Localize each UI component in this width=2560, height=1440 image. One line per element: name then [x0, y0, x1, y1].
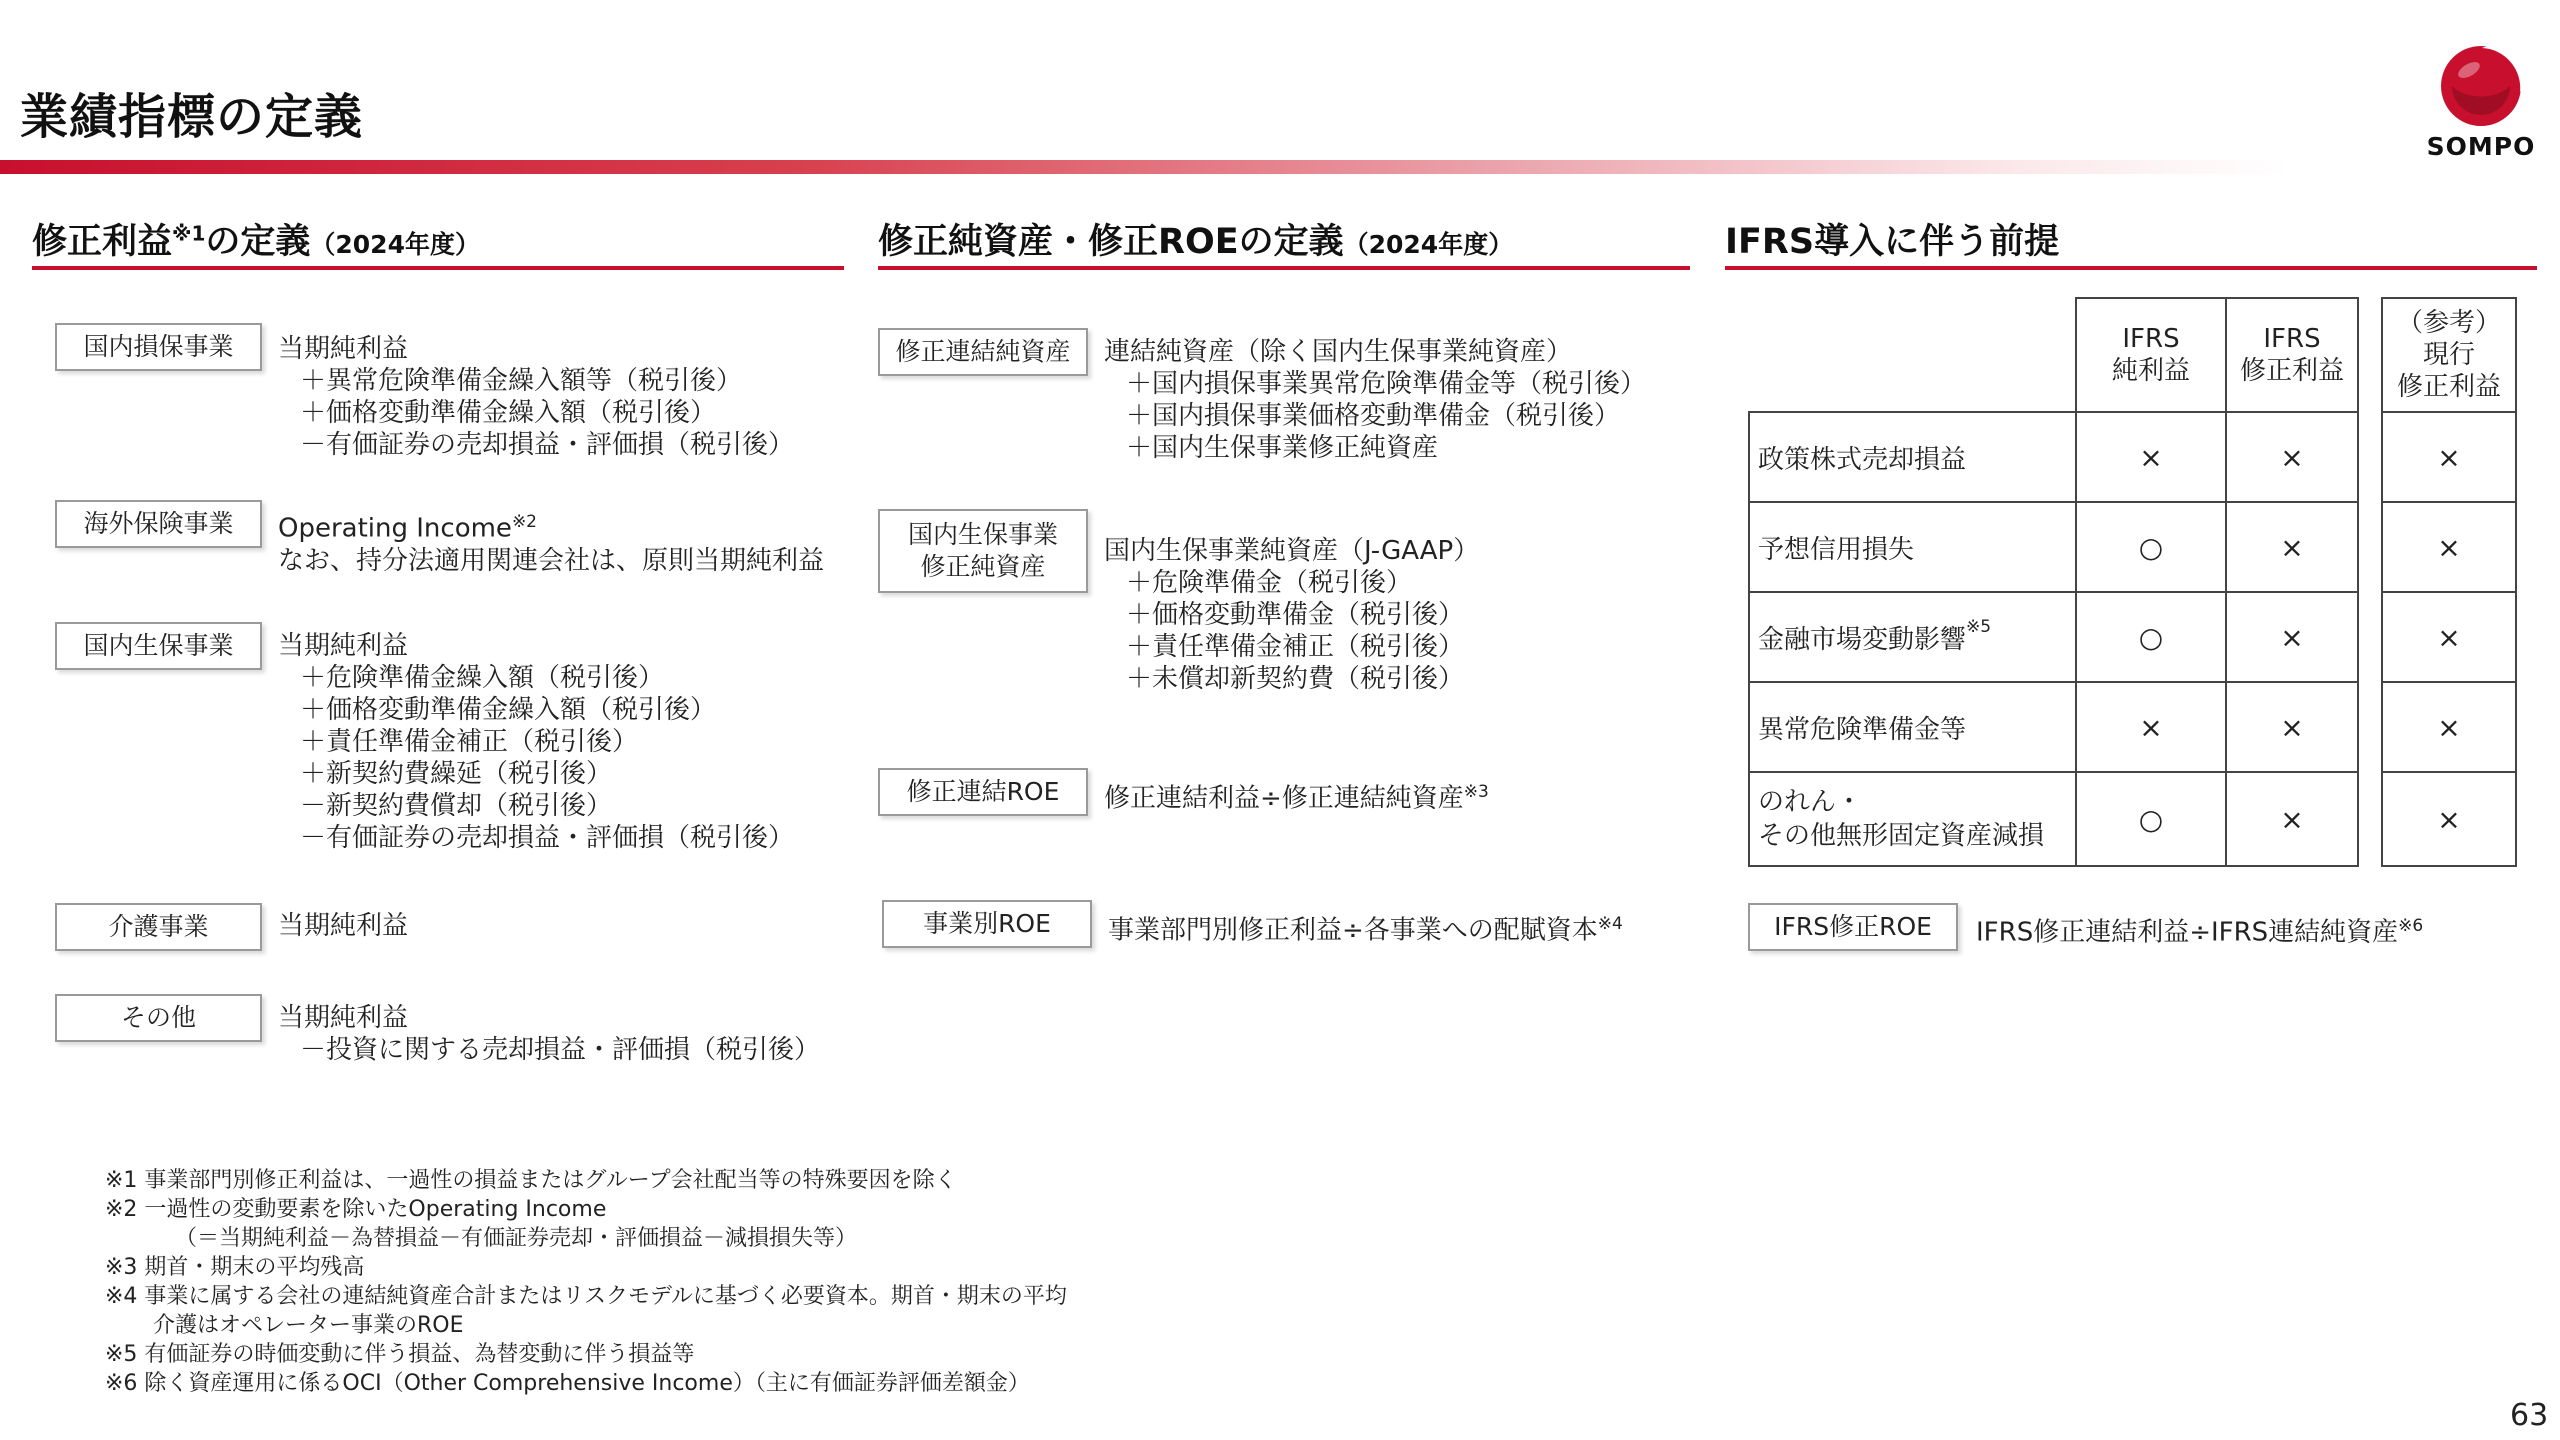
text-line: 当期純利益	[278, 911, 409, 941]
text-line: 事業部門別修正利益÷各事業への配賦資本	[1108, 915, 1598, 946]
label-domestic-life: 国内生保事業	[55, 622, 262, 670]
table-mark: ○	[2075, 771, 2227, 867]
page-title: 業績指標の定義	[20, 89, 364, 145]
label-nursing: 介護事業	[55, 903, 262, 951]
text-line: ＋異常危険準備金繰入額等（税引後）	[300, 366, 743, 396]
footnote: （＝当期純利益－為替損益－有価証券売却・評価損益－減損損失等）	[175, 1226, 858, 1251]
label-domestic-pc: 国内損保事業	[55, 323, 262, 371]
header-red-bar	[0, 160, 2290, 174]
text-line: ＋国内損保事業異常危険準備金等（税引後）	[1126, 369, 1647, 399]
table-mark: ×	[2225, 501, 2359, 593]
table-mark: ×	[2225, 681, 2359, 773]
text-other	[278, 1002, 820, 1066]
text-line: IFRS修正連結利益÷IFRS連結純資産	[1976, 917, 2399, 948]
section1-heading	[32, 214, 480, 264]
row-label-text: 金融市場変動影響	[1758, 624, 1967, 655]
col-header-ifrs-adjusted-profit	[2225, 297, 2359, 413]
text-line: －投資に関する売却損益・評価損（税引後）	[300, 1035, 821, 1065]
row-label: 政策株式売却損益	[1748, 411, 2077, 503]
text-line: ＋責任準備金補正（税引後）	[1126, 632, 1465, 662]
header-line: IFRS	[2263, 324, 2321, 354]
text-line: 国内生保事業純資産（J-GAAP）	[1104, 536, 1480, 566]
text-ifrs-adjusted-roe	[1976, 910, 2423, 949]
footnote-ref: ※6	[2398, 916, 2424, 936]
footnote: ※3 期首・期末の平均残高	[105, 1255, 365, 1280]
header-line: 現行	[2422, 340, 2475, 370]
section2-heading	[878, 214, 1513, 264]
text-line: 修正連結利益÷修正連結純資産	[1104, 783, 1464, 814]
text-adjusted-roe	[1104, 776, 1489, 815]
text-line: －有価証券の売却損益・評価損（税引後）	[300, 430, 795, 460]
row-label: 異常危険準備金等	[1748, 681, 2077, 773]
header-line: 修正利益	[2396, 372, 2501, 402]
text-line: 連結純資産（除く国内生保事業純資産）	[1104, 337, 1573, 367]
text-line: 当期純利益	[278, 631, 409, 661]
table-mark: ×	[2225, 591, 2359, 683]
text-line: なお、持分法適用関連会社は、原則当期純利益	[278, 545, 825, 576]
text-nursing	[278, 910, 408, 942]
footnote-ref: ※3	[1463, 782, 1489, 802]
section2-heading-year: （2024年度）	[1343, 230, 1514, 259]
table-mark: ×	[2381, 411, 2517, 503]
section1-heading-year: （2024年度）	[310, 230, 480, 259]
section3-rule	[1725, 266, 2537, 270]
table-mark: ×	[2381, 681, 2517, 773]
text-life-adjusted-net-assets	[1104, 535, 1479, 695]
footnote: ※2 一過性の変動要素を除いたOperating Income	[105, 1197, 607, 1222]
text-business-roe	[1108, 908, 1623, 947]
text-domestic-life	[278, 630, 794, 854]
footnote: ※5 有価証券の時価変動に伴う損益、為替変動に伴う損益等	[105, 1342, 695, 1367]
text-line: ＋新契約費繰延（税引後）	[300, 759, 613, 789]
row-label-line: その他無形固定資産減損	[1758, 821, 2045, 851]
label-adjusted-net-assets: 修正連結純資産	[878, 328, 1088, 376]
table-mark: ×	[2075, 411, 2227, 503]
text-overseas	[278, 506, 824, 577]
row-label	[1748, 771, 2077, 867]
table-mark: ○	[2075, 501, 2227, 593]
row-label: 予想信用損失	[1748, 501, 2077, 593]
text-line: ＋危険準備金（税引後）	[1126, 568, 1413, 598]
table-mark: ×	[2225, 771, 2359, 867]
section1-rule	[32, 266, 844, 270]
table-mark: ○	[2075, 591, 2227, 683]
text-line: ＋責任準備金補正（税引後）	[300, 727, 639, 757]
section1-heading-text: 修正利益	[32, 222, 173, 262]
table-mark: ×	[2381, 591, 2517, 683]
label-ifrs-adjusted-roe: IFRS修正ROE	[1748, 903, 1958, 951]
footnote-ref: ※5	[1966, 617, 1992, 637]
footnotes	[105, 1166, 1067, 1398]
footnote: ※6 除く資産運用に係るOCI（Other Comprehensive Income）（主に有価証券評価差額金）	[105, 1371, 1030, 1396]
text-line: －有価証券の売却損益・評価損（税引後）	[300, 823, 795, 853]
header-line: （参考）	[2396, 308, 2501, 338]
header-line: 修正利益	[2239, 356, 2344, 386]
text-line: Operating Income	[278, 513, 512, 544]
text-line: －新契約費償却（税引後）	[300, 791, 613, 821]
footnote-ref: ※2	[511, 512, 537, 532]
table-mark: ×	[2225, 411, 2359, 503]
section1-heading-tail: の定義	[205, 222, 311, 262]
header-line: 純利益	[2111, 356, 2190, 386]
text-line: ＋危険準備金繰入額（税引後）	[300, 663, 665, 693]
label-adjusted-roe: 修正連結ROE	[878, 768, 1088, 816]
footnote: ※4 事業に属する会社の連結純資産合計またはリスクモデルに基づく必要資本。期首・期末の平均	[105, 1284, 1067, 1309]
text-line: ＋価格変動準備金繰入額（税引後）	[300, 398, 717, 428]
label-life-adjusted-net-assets	[878, 509, 1088, 593]
col-header-ifrs-net-income	[2075, 297, 2227, 413]
text-line: 当期純利益	[278, 334, 409, 364]
table-mark: ×	[2381, 501, 2517, 593]
text-line: ＋価格変動準備金（税引後）	[1126, 600, 1465, 630]
label-line: 修正純資産	[920, 552, 1046, 581]
table-mark: ×	[2381, 771, 2517, 867]
label-overseas: 海外保険事業	[55, 500, 262, 548]
text-domestic-pc	[278, 333, 794, 461]
text-line: 当期純利益	[278, 1003, 409, 1033]
header-line: IFRS	[2122, 324, 2180, 354]
page-number: 63	[2510, 1398, 2549, 1433]
footnote-ref: ※4	[1597, 914, 1623, 934]
label-other: その他	[55, 994, 262, 1042]
logo-text: SOMPO	[2426, 132, 2536, 161]
section1-heading-sup: ※1	[172, 221, 206, 246]
text-line: ＋未償却新契約費（税引後）	[1126, 664, 1465, 694]
text-line: ＋国内損保事業価格変動準備金（税引後）	[1126, 401, 1621, 431]
label-line: 国内生保事業	[907, 519, 1058, 549]
row-label	[1748, 591, 2077, 683]
section2-heading-text: 修正純資産・修正ROEの定義	[878, 222, 1344, 262]
text-adjusted-net-assets	[1104, 336, 1646, 464]
row-label-line: のれん・	[1758, 787, 1863, 817]
text-line: ＋国内生保事業修正純資産	[1126, 433, 1439, 463]
section2-rule	[878, 266, 1690, 270]
footnote: ※1 事業部門別修正利益は、一過性の損益またはグループ会社配当等の特殊要因を除く	[105, 1168, 957, 1193]
logo-icon	[2422, 40, 2540, 132]
footnote: 介護はオペレーター事業のROE	[153, 1313, 464, 1338]
sompo-logo	[2422, 40, 2540, 170]
table-mark: ×	[2075, 681, 2227, 773]
text-line: ＋価格変動準備金繰入額（税引後）	[300, 695, 717, 725]
label-business-roe: 事業別ROE	[882, 900, 1092, 948]
col-header-current-adjusted-profit	[2381, 297, 2517, 413]
section3-heading: IFRS導入に伴う前提	[1725, 222, 2060, 262]
